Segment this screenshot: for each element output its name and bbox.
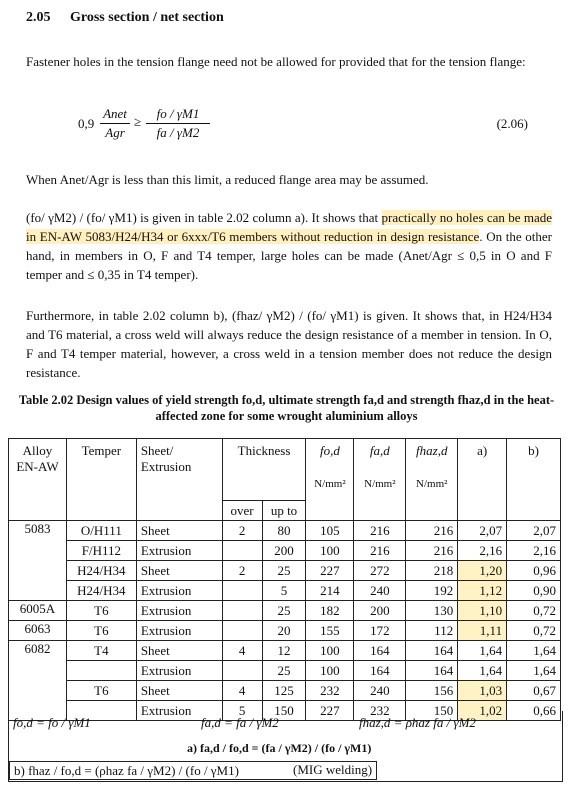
header-fhazd (406, 439, 458, 521)
design-values-table (8, 438, 561, 721)
cell-b: 0,72 (507, 601, 561, 621)
cell-fa: 216 (354, 521, 406, 541)
cell-fa: 240 (354, 581, 406, 601)
table-row (9, 521, 561, 541)
cell-fo: 100 (306, 641, 354, 661)
header-b: b) (507, 439, 561, 521)
cell-over: 5 (222, 701, 262, 721)
cell-a: 2,07 (458, 521, 507, 541)
cell-upto: 80 (262, 521, 306, 541)
cell-upto: 25 (262, 601, 306, 621)
cell-fo: 214 (306, 581, 354, 601)
section-number: 2.05 (26, 10, 51, 25)
cell-over (222, 541, 262, 561)
cell-upto: 150 (262, 701, 306, 721)
cell-fa: 216 (354, 541, 406, 561)
table-row (9, 681, 561, 701)
cell-fhaz: 112 (406, 621, 458, 641)
unit-label: N/mm² (364, 478, 396, 490)
cell-over (222, 581, 262, 601)
cell-fa: 164 (354, 641, 406, 661)
cell-fhaz: 130 (406, 601, 458, 621)
section-title: Gross section / net section (70, 10, 224, 25)
cell-alloy (9, 541, 67, 561)
cell-fo: 100 (306, 661, 354, 681)
cell-fhaz: 192 (406, 581, 458, 601)
footnote-a: a) fa,d / fo,d = (fa / γM2) / (fo / γM1) (187, 741, 372, 755)
table-row (9, 561, 561, 581)
footnote-fad: fa,d = fa / γM2 (201, 715, 279, 730)
cell-temper: H24/H34 (66, 561, 136, 581)
cell-temper: T6 (66, 621, 136, 641)
cell-fhaz: 164 (406, 641, 458, 661)
table-row (9, 641, 561, 661)
fod-symbol: fo,d (319, 443, 340, 458)
formula-lhs-num: Anet (103, 106, 127, 121)
cell-upto: 5 (262, 581, 306, 601)
cell-fhaz: 164 (406, 661, 458, 681)
cell-form: Extrusion (136, 581, 222, 601)
cell-alloy: 6005A (9, 601, 67, 621)
cell-b: 0,67 (507, 681, 561, 701)
cell-fhaz: 150 (406, 701, 458, 721)
cell-a: 1,20 (458, 561, 507, 581)
cell-fhaz: 218 (406, 561, 458, 581)
header-temper: Temper (66, 439, 136, 521)
formula-2-06 (78, 104, 558, 148)
cell-upto: 25 (262, 661, 306, 681)
cell-temper (66, 661, 136, 681)
cell-over (222, 601, 262, 621)
table-row (9, 581, 561, 601)
cell-form: Extrusion (136, 621, 222, 641)
cell-over: 2 (222, 561, 262, 581)
cell-upto: 20 (262, 621, 306, 641)
header-thickness: Thickness (222, 439, 306, 501)
para-lead: (fo/ γM2) / (fo/ γM1) is given in table 2.02 column a). It shows that (26, 210, 382, 225)
cell-a: 1,02 (458, 701, 507, 721)
cell-b: 0,96 (507, 561, 561, 581)
cell-upto: 125 (262, 681, 306, 701)
formula-operator: ≥ (134, 114, 142, 129)
header-a: a) (458, 439, 507, 521)
cell-fa: 232 (354, 701, 406, 721)
header-fod (306, 439, 354, 521)
table-footnotes (8, 711, 563, 782)
cell-fo: 182 (306, 601, 354, 621)
cell-alloy: 6063 (9, 621, 67, 641)
cell-a: 1,11 (458, 621, 507, 641)
cell-over: 4 (222, 641, 262, 661)
unit-label: N/mm² (416, 478, 448, 490)
para-tail: . On the other hand, in members in O, F and T4 temper, large holes can be made (Anet/Agr ≤ 0,5 in O and F temper and ≤ 0,35 in T4 temper). (26, 229, 552, 282)
paragraph-column-b: Furthermore, in table 2.02 column b), (fhaz/ γM2) / (fo/ γM1) is given. It shows that, in H24/H34 and T6 material, a cross weld will always reduce the design resistance of a member in tension. In O, F and T4 temper material, however, a cross weld in a tension member does not reduce the design resistance. (26, 308, 552, 380)
cell-upto: 200 (262, 541, 306, 561)
cell-b: 2,16 (507, 541, 561, 561)
cell-fa: 164 (354, 661, 406, 681)
cell-fo: 227 (306, 561, 354, 581)
cell-alloy (9, 681, 67, 701)
formula-rhs-den: fa / γM2 (156, 125, 200, 140)
cell-b: 0,72 (507, 621, 561, 641)
paragraph-limit: When Anet/Agr is less than this limit, a reduced flange area may be assumed. (26, 172, 429, 187)
table-row (9, 661, 561, 681)
cell-over: 2 (222, 521, 262, 541)
cell-temper: H24/H34 (66, 581, 136, 601)
footnote-b: b) fhaz / fo,d = (ρhaz fa / γM2) / (fo / γM1) (9, 761, 377, 780)
cell-fo: 232 (306, 681, 354, 701)
cell-temper: T4 (66, 641, 136, 661)
cell-fhaz: 216 (406, 541, 458, 561)
cell-b: 1,64 (507, 641, 561, 661)
cell-b: 0,66 (507, 701, 561, 721)
cell-form: Extrusion (136, 661, 222, 681)
formula-coeff: 0,9 (78, 116, 95, 131)
cell-upto: 25 (262, 561, 306, 581)
cell-temper: O/H111 (66, 521, 136, 541)
cell-fo: 105 (306, 521, 354, 541)
footnote-fhazd: fhaz,d = ρhaz fa / γM2 (359, 715, 476, 730)
header-alloy: Alloy EN-AW (9, 439, 67, 521)
paragraph-fastener-holes: Fastener holes in the tension flange need not be allowed for provided that for the tension flange: (26, 54, 526, 69)
cell-temper: T6 (66, 601, 136, 621)
cell-form: Sheet (136, 521, 222, 541)
cell-temper: F/H112 (66, 541, 136, 561)
fraction-bar (146, 123, 210, 124)
formula-lhs-den: Agr (105, 125, 125, 140)
cell-a: 1,12 (458, 581, 507, 601)
equation-number: (2.06) (496, 116, 528, 131)
highlighted-text: practically no holes can be made in EN-AW 5083/H24/H34 or 6xxx/T6 members without reduction in design resistance (26, 210, 552, 244)
fhazd-symbol: fhaz,d (416, 443, 448, 458)
cell-a: 1,64 (458, 641, 507, 661)
cell-fo: 100 (306, 541, 354, 561)
cell-a: 1,64 (458, 661, 507, 681)
header-fad (354, 439, 406, 521)
cell-fa: 172 (354, 621, 406, 641)
cell-alloy: 6082 (9, 641, 67, 661)
formula-rhs-num: fo / γM1 (156, 106, 200, 121)
cell-a: 2,16 (458, 541, 507, 561)
cell-fhaz: 156 (406, 681, 458, 701)
section-heading (26, 10, 224, 26)
cell-fo: 155 (306, 621, 354, 641)
cell-over: 4 (222, 681, 262, 701)
cell-form: Sheet (136, 641, 222, 661)
cell-alloy: 5083 (9, 521, 67, 541)
cell-alloy (9, 581, 67, 601)
cell-alloy (9, 561, 67, 581)
cell-temper: T6 (66, 681, 136, 701)
table-row (9, 601, 561, 621)
cell-form: Sheet (136, 681, 222, 701)
table-row (9, 621, 561, 641)
cell-fa: 200 (354, 601, 406, 621)
cell-a: 1,03 (458, 681, 507, 701)
cell-fa: 240 (354, 681, 406, 701)
cell-b: 2,07 (507, 521, 561, 541)
cell-form: Sheet (136, 561, 222, 581)
cell-over (222, 621, 262, 641)
cell-form: Extrusion (136, 601, 222, 621)
cell-form: Extrusion (136, 701, 222, 721)
cell-b: 1,64 (507, 661, 561, 681)
cell-over (222, 661, 262, 681)
table-body (9, 521, 561, 721)
cell-fo: 227 (306, 701, 354, 721)
table-caption: Table 2.02 Design values of yield strength fo,d, ultimate strength fa,d and strength fhaz,d in the heat-affected zone for some wrought aluminium alloys (18, 393, 555, 423)
cell-upto: 12 (262, 641, 306, 661)
cell-a: 1,10 (458, 601, 507, 621)
cell-fa: 272 (354, 561, 406, 581)
unit-label: N/mm² (314, 478, 346, 490)
cell-fhaz: 216 (406, 521, 458, 541)
fraction-bar (100, 123, 130, 124)
cell-alloy (9, 661, 67, 681)
header-over: over (222, 501, 262, 521)
cell-form: Extrusion (136, 541, 222, 561)
cell-b: 0,90 (507, 581, 561, 601)
paragraph-column-a (26, 208, 552, 284)
footnote-fod: fo,d = fo / γM1 (13, 715, 91, 730)
header-upto: up to (262, 501, 306, 521)
header-sheet-extrusion: Sheet/ Extrusion (136, 439, 222, 521)
table-row (9, 541, 561, 561)
fad-symbol: fa,d (369, 443, 390, 458)
footnote-mig: (MIG welding) (293, 762, 373, 777)
